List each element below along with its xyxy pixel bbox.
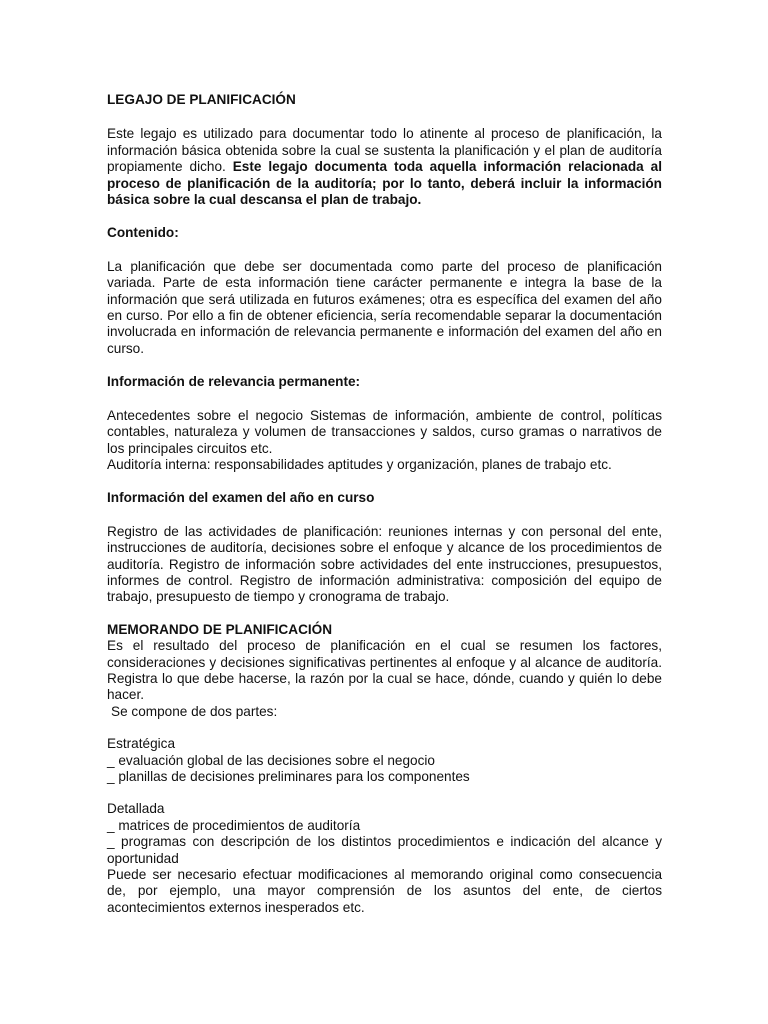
legajo-intro-bold: Este legajo documenta toda aquella información relacionada al proceso de planificación de la auditoría; por lo tanto, deberá incluir la información básica sobre la cual descansa el plan de trabajo. [107,159,662,208]
memorando-partes: Se compone de dos partes: [111,703,278,719]
estrategica-label: Estratégica [107,736,176,752]
examen-paragraph: Registro de las actividades de planificación: reuniones internas y con personal del ente, instrucciones de auditoría, decisiones sobre el enfoque y alcance de los procedimientos de auditoría. Registro de información sobre actividades del ente instrucciones, presupuestos, informes de control. Registro de información administrativa: composición del equipo de trabajo, presupuesto de tiempo y cronograma de trabajo. [107,523,662,605]
contenido-heading: Contenido: [107,225,179,241]
memorando-heading: MEMORANDO DE PLANIFICACIÓN [107,621,333,637]
detallada-label: Detallada [107,801,165,817]
legajo-intro-plain: Este legajo es utilizado para documentar todo lo atinente al proceso de planificación, la información básica obtenida sobre la cual se sustenta la planificación y el plan de auditoría propiamente dicho. [107,126,662,175]
examen-heading: Información del examen del año en curso [107,490,375,506]
memorando-paragraph: Es el resultado del proceso de planificación en el cual se resumen los factores, consideraciones y decisiones significativas pertinentes al enfoque y al alcance de auditoría. Registra lo que debe hacerse, la razón por la cual se hace, dónde, cuando y quién lo debe hacer. [107,638,662,703]
relevancia-paragraph-1: Antecedentes sobre el negocio Sistemas de información, ambiente de control, políticas contables, naturaleza y volumen de transacciones y saldos, curso gramas o narrativos de los principales circuitos etc. [107,407,662,456]
relevancia-paragraph-2: Auditoría interna: responsabilidades aptitudes y organización, planes de trabajo etc. [107,456,612,472]
legajo-intro-paragraph [107,126,662,208]
closing-paragraph: Puede ser necesario efectuar modificaciones al memorando original como consecuencia de, por ejemplo, una mayor comprensión de los asuntos del ente, de ciertos acontecimientos externos inesperados etc. [107,867,662,915]
legajo-title: LEGAJO DE PLANIFICACIÓN [107,92,296,107]
contenido-paragraph: La planificación que debe ser documentada como parte del proceso de planificación variada. Parte de esta información tiene carácter permanente e integra la base de la información que será utilizada en futuros exámenes; otra es específica del examen del año en curso. Por ello a fin de obtener eficiencia, sería recomendable separar la documentación involucrada en información de relevancia permanente e información del examen del año en curso. [107,258,662,356]
detallada-item: _ matrices de procedimientos de auditoría [107,817,361,833]
detallada-item: _ programas con descripción de los distintos procedimientos e indicación del alcance y oportunidad [107,834,662,866]
estrategica-item: _ evaluación global de las decisiones sobre el negocio [107,752,435,768]
estrategica-item: _ planillas de decisiones preliminares para los componentes [107,769,470,784]
relevancia-heading: Información de relevancia permanente: [107,374,361,390]
